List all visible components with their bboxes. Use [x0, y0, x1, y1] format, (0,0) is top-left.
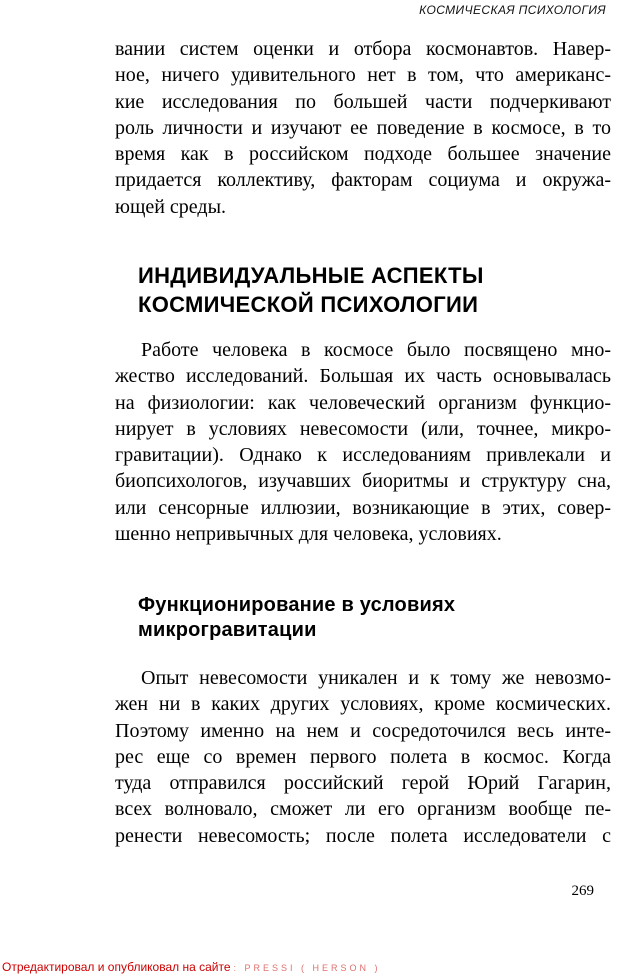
running-head: КОСМИЧЕСКАЯ ПСИХОЛОГИЯ	[419, 3, 606, 17]
text-line: или сенсорные иллюзии, возникающие в этих, совер-	[115, 496, 611, 519]
text-line: ное, ничего удивительного нет в том, что американс-	[115, 64, 611, 87]
text-line: биопсихологов, изучавших биоритмы и структуру сна,	[115, 470, 611, 493]
text-line: вании систем оценки и отбора космонавтов. Навер-	[115, 38, 611, 60]
section-heading	[138, 261, 484, 319]
text-line: время как в российском подходе большее значение	[115, 143, 611, 166]
text-line: Работе человека в космосе было посвящено мно-	[141, 339, 611, 361]
heading-line: КОСМИЧЕСКОЙ ПСИХОЛОГИИ	[138, 292, 479, 317]
heading-line: ИНДИВИДУАЛЬНЫЕ АСПЕКТЫ	[138, 263, 484, 288]
text-line: жество исследований. Большая их часть основывалась	[115, 365, 611, 388]
subsection-paragraph	[115, 665, 611, 849]
text-line: Опыт невесомости уникален и к тому же невозмо-	[141, 667, 611, 689]
text-line: ющей среды.	[115, 195, 227, 218]
text-line: Поэтому именно на нем и сосредоточился весь инте-	[115, 719, 611, 742]
text-line: на физиологии: как человеческий организм функцио-	[115, 391, 611, 414]
watermark-text: Отредактировал и опубликовал на сайте	[2, 960, 231, 974]
watermark	[2, 960, 381, 974]
section-paragraph	[115, 337, 611, 547]
subsection-heading	[138, 593, 455, 643]
text-line: нирует в условиях невесомости (или, точнее, микро-	[115, 417, 611, 440]
text-line: ренести невесомость; после полета исследователи с	[115, 824, 611, 847]
text-line: рес еще со времен первого полета в космос. Когда	[115, 745, 611, 768]
heading-line: микрогравитации	[138, 619, 317, 641]
intro-paragraph	[115, 36, 611, 220]
text-line: роль личности и изучают ее поведение в космосе, в то	[115, 116, 611, 139]
heading-line: Функционирование в условиях	[138, 594, 456, 616]
text-line: туда отправился российский герой Юрий Гагарин,	[115, 772, 611, 795]
text-line: всех волновало, сможет ли его организм вообще пе-	[115, 798, 611, 821]
page-number: 269	[571, 883, 594, 899]
text-line: придается коллективу, факторам социума и окружа-	[115, 169, 611, 192]
text-line: кие исследования по большей части подчеркивают	[115, 90, 611, 113]
text-line: шенно непривычных для человека, условиях.	[115, 523, 502, 546]
watermark-site: : PRESSI ( HERSON )	[233, 963, 381, 973]
text-line: гравитации). Однако к исследованиям привлекали и	[115, 444, 611, 467]
text-line: жен ни в каких других условиях, кроме космических.	[115, 693, 611, 716]
